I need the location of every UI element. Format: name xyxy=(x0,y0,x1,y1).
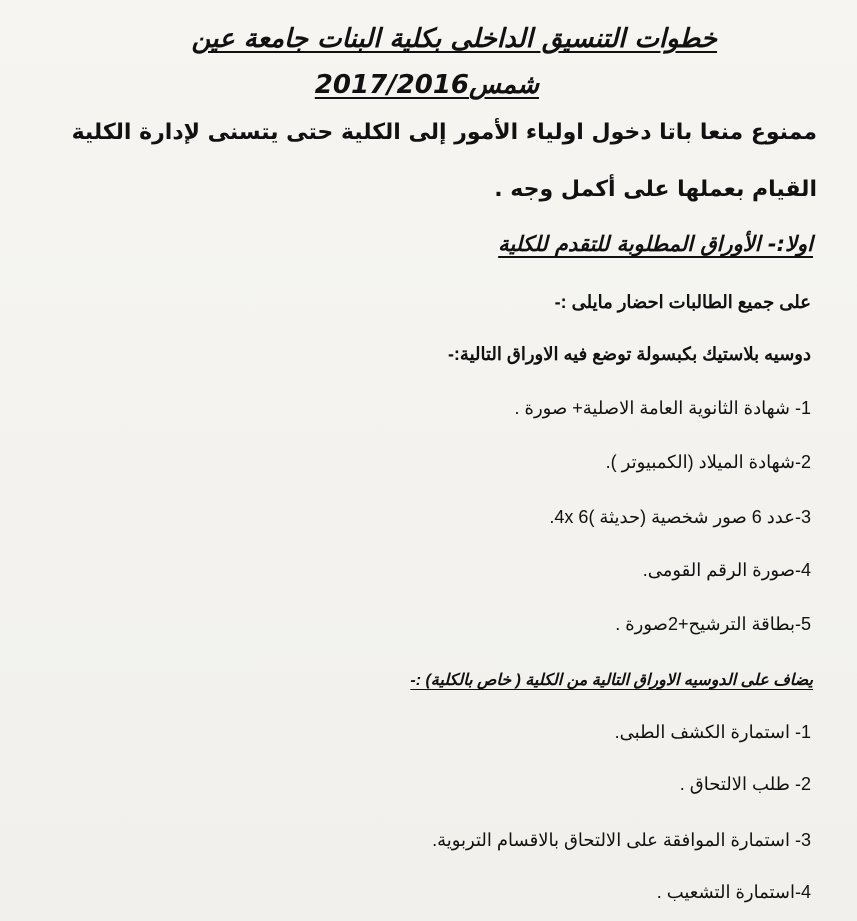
list-item: 4-استمارة التشعيب . xyxy=(656,882,811,902)
section-1-intro: على جميع الطالبات احضار مايلى :- xyxy=(554,292,811,312)
list-item: 3- استمارة الموافقة على الالتحاق بالاقسام التربوية. xyxy=(432,830,811,850)
list-item: 4-صورة الرقم القومى. xyxy=(642,560,811,580)
document-title-line-1: خطوات التنسيق الداخلى بكلية البنات جامعة عين xyxy=(191,24,717,54)
list-item: 2- طلب الالتحاق . xyxy=(679,774,811,794)
list-item: 1- شهادة الثانوية العامة الاصلية+ صورة . xyxy=(514,398,811,418)
section-1-heading: اولا:- الأوراق المطلوبة للتقدم للكلية xyxy=(498,232,813,256)
list-item: 1- استمارة الكشف الطبى. xyxy=(614,722,811,742)
section-2-heading: يضاف على الدوسيه الاوراق التالية من الكلية ( خاص بالكلية) :- xyxy=(410,672,813,689)
notice-line-1: ممنوع منعا باتا دخول اولياء الأمور إلى الكلية حتى يتسنى لإدارة الكلية xyxy=(71,120,817,145)
list-item: 2-شهادة الميلاد (الكمبيوتر ). xyxy=(605,452,811,472)
notice-line-2: القيام بعملها على أكمل وجه . xyxy=(494,177,817,202)
list-item: 5-بطاقة الترشيح+2صورة . xyxy=(615,614,811,634)
folder-instruction: دوسيه بلاستيك بكبسولة توضع فيه الاوراق التالية:- xyxy=(447,344,811,364)
document-title-line-2: شمس2017/2016 xyxy=(314,70,539,100)
list-item: 3-عدد 6 صور شخصية (حديثة )4x 6. xyxy=(549,507,811,527)
